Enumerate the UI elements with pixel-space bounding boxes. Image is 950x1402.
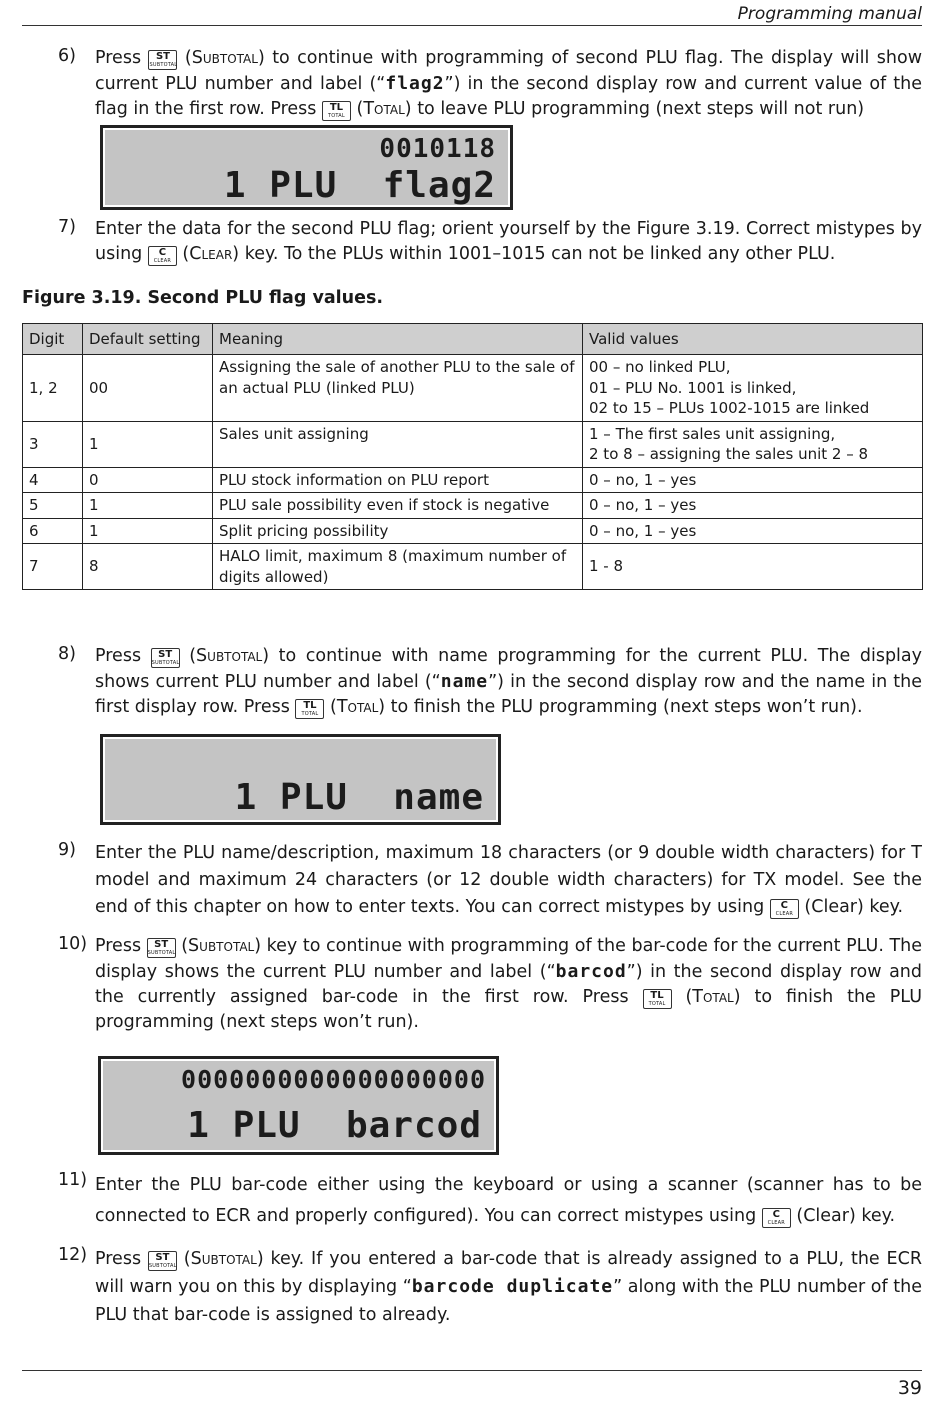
- lcd-row1: 0000000000000000000: [181, 1065, 486, 1094]
- subtotal-key-icon: ST SUBTOTAL: [149, 51, 178, 68]
- subtotal-key-icon: ST SUBTOTAL: [151, 649, 180, 666]
- cell-digit: 4: [23, 467, 83, 493]
- lcd-row2: 1 PLU name: [234, 777, 484, 818]
- clear-key-icon: C CLEAR: [770, 899, 799, 919]
- step-number: 6): [58, 46, 76, 66]
- clear-key-icon: C CLEAR: [762, 1208, 791, 1228]
- step-9: [58, 840, 922, 921]
- lcd-display-flag2: [100, 125, 513, 210]
- step-11: [58, 1170, 922, 1232]
- total-key-icon: TL TOTAL: [322, 101, 351, 121]
- column-header: Valid values: [583, 324, 923, 355]
- step-number: 11): [58, 1170, 88, 1190]
- step-number: 7): [58, 217, 76, 237]
- step-12: [58, 1245, 922, 1329]
- step-text: Press ST SUBTOTAL (Subtotal) key. If you entered a bar-code that is already assigned to a PLU, the ECR will warn you on this by displaying “barcode duplicate” along with the PLU number of the PLU that bar-code is assigned to already.: [95, 1249, 922, 1325]
- step-text: Enter the PLU bar-code either using the keyboard or using a scanner (scanner has to be connected to ECR and properly configured). You can correct mistypes using C CLEAR (Clear) key.: [95, 1175, 922, 1226]
- lcd-row2: 1 PLU flag2: [223, 165, 496, 206]
- step-text: Enter the PLU name/description, maximum 18 characters (or 9 double width characters) for T model and maximum 24 characters (or 12 double width characters) for TX model. See the end of this chapter on how to enter texts. You can correct mistypes by using C CLEAR (Clear) key.: [95, 843, 922, 917]
- page-number: 39: [897, 1377, 922, 1399]
- cell-default: 1: [83, 421, 213, 467]
- cell-default: 0: [83, 467, 213, 493]
- step-7: [58, 217, 922, 267]
- cell-digit: 7: [23, 544, 83, 590]
- step-number: 9): [58, 840, 76, 860]
- cell-default: 00: [83, 355, 213, 422]
- cell-meaning: Assigning the sale of another PLU to the sale of an actual PLU (linked PLU): [213, 355, 583, 422]
- total-key-icon: TL TOTAL: [295, 699, 324, 719]
- cell-valid: 0 – no, 1 – yes: [583, 467, 923, 493]
- cell-meaning: PLU sale possibility even if stock is negative: [213, 493, 583, 519]
- column-header: Meaning: [213, 324, 583, 355]
- running-header: Programming manual: [737, 4, 922, 24]
- step-8: [58, 644, 922, 720]
- table-row: [23, 355, 923, 422]
- subtotal-key-icon: ST SUBTOTAL: [147, 939, 176, 956]
- clear-key-icon: C CLEAR: [148, 246, 177, 266]
- step-number: 8): [58, 644, 76, 664]
- step-number: 10): [58, 934, 88, 954]
- column-header: Default setting: [83, 324, 213, 355]
- table-header-row: [23, 324, 923, 355]
- step-text: Press ST SUBTOTAL (Subtotal) to continue with programming of second PLU flag. The display will show current PLU number and label (“flag2”) in the second display row and current value of the flag in the first row. Press TL TOTAL (Total) to leave PLU programming (next steps will not run): [95, 48, 923, 119]
- step-text: Press ST SUBTOTAL (Subtotal) to continue with name programming for the current PLU. The display shows current PLU number and label (“name”) in the second display row and the name in the first display row. Press TL TOTAL (Total) to finish the PLU programming (next steps won’t run).: [95, 646, 922, 717]
- cell-meaning: Sales unit assigning: [213, 421, 583, 467]
- cell-valid: 00 – no linked PLU, 01 – PLU No. 1001 is linked, 02 to 15 – PLUs 1002-1015 are linked: [583, 355, 923, 422]
- cell-meaning: HALO limit, maximum 8 (maximum number of digits allowed): [213, 544, 583, 590]
- table-row: [23, 421, 923, 467]
- lcd-row2: 1 PLU barcod: [187, 1105, 482, 1146]
- footer-rule: [22, 1370, 922, 1371]
- step-text: Press ST SUBTOTAL (Subtotal) key to continue with programming of the bar-code for the current PLU. The display shows the current PLU number and label (“barcod”) in the second display row and the currently assigned bar-code in the first row. Press TL TOTAL (Total) to finish the PLU programming (next steps won’t run).: [95, 936, 923, 1032]
- figure-caption: Figure 3.19. Second PLU flag values.: [22, 288, 384, 308]
- step-6: [58, 46, 922, 122]
- table-row: [23, 518, 923, 544]
- cell-digit: 1, 2: [23, 355, 83, 422]
- table-row: [23, 544, 923, 590]
- cell-valid: 1 – The first sales unit assigning, 2 to 8 – assigning the sales unit 2 – 8: [583, 421, 923, 467]
- table-row: [23, 493, 923, 519]
- header-rule: [22, 25, 922, 26]
- plu-flag-table: [22, 323, 923, 590]
- step-number: 12): [58, 1245, 88, 1265]
- cell-digit: 3: [23, 421, 83, 467]
- cell-valid: 0 – no, 1 – yes: [583, 493, 923, 519]
- cell-default: 1: [83, 518, 213, 544]
- lcd-row1: 0010118: [379, 134, 496, 164]
- step-text: Enter the data for the second PLU flag; orient yourself by the Figure 3.19. Correct mistypes by using C CLEAR (Clear) key. To the PLUs within 1001–1015 can not be linked any other PLU.: [95, 219, 922, 264]
- lcd-display-name: [100, 734, 501, 825]
- total-key-icon: TL TOTAL: [643, 989, 672, 1009]
- cell-valid: 1 - 8: [583, 544, 923, 590]
- cell-meaning: Split pricing possibility: [213, 518, 583, 544]
- cell-digit: 6: [23, 518, 83, 544]
- cell-digit: 5: [23, 493, 83, 519]
- cell-default: 1: [83, 493, 213, 519]
- table-row: [23, 467, 923, 493]
- lcd-display-barcode: [98, 1056, 499, 1155]
- step-10: [58, 934, 922, 1035]
- cell-valid: 0 – no, 1 – yes: [583, 518, 923, 544]
- cell-meaning: PLU stock information on PLU report: [213, 467, 583, 493]
- cell-default: 8: [83, 544, 213, 590]
- subtotal-key-icon: ST SUBTOTAL: [148, 1252, 177, 1269]
- column-header: Digit: [23, 324, 83, 355]
